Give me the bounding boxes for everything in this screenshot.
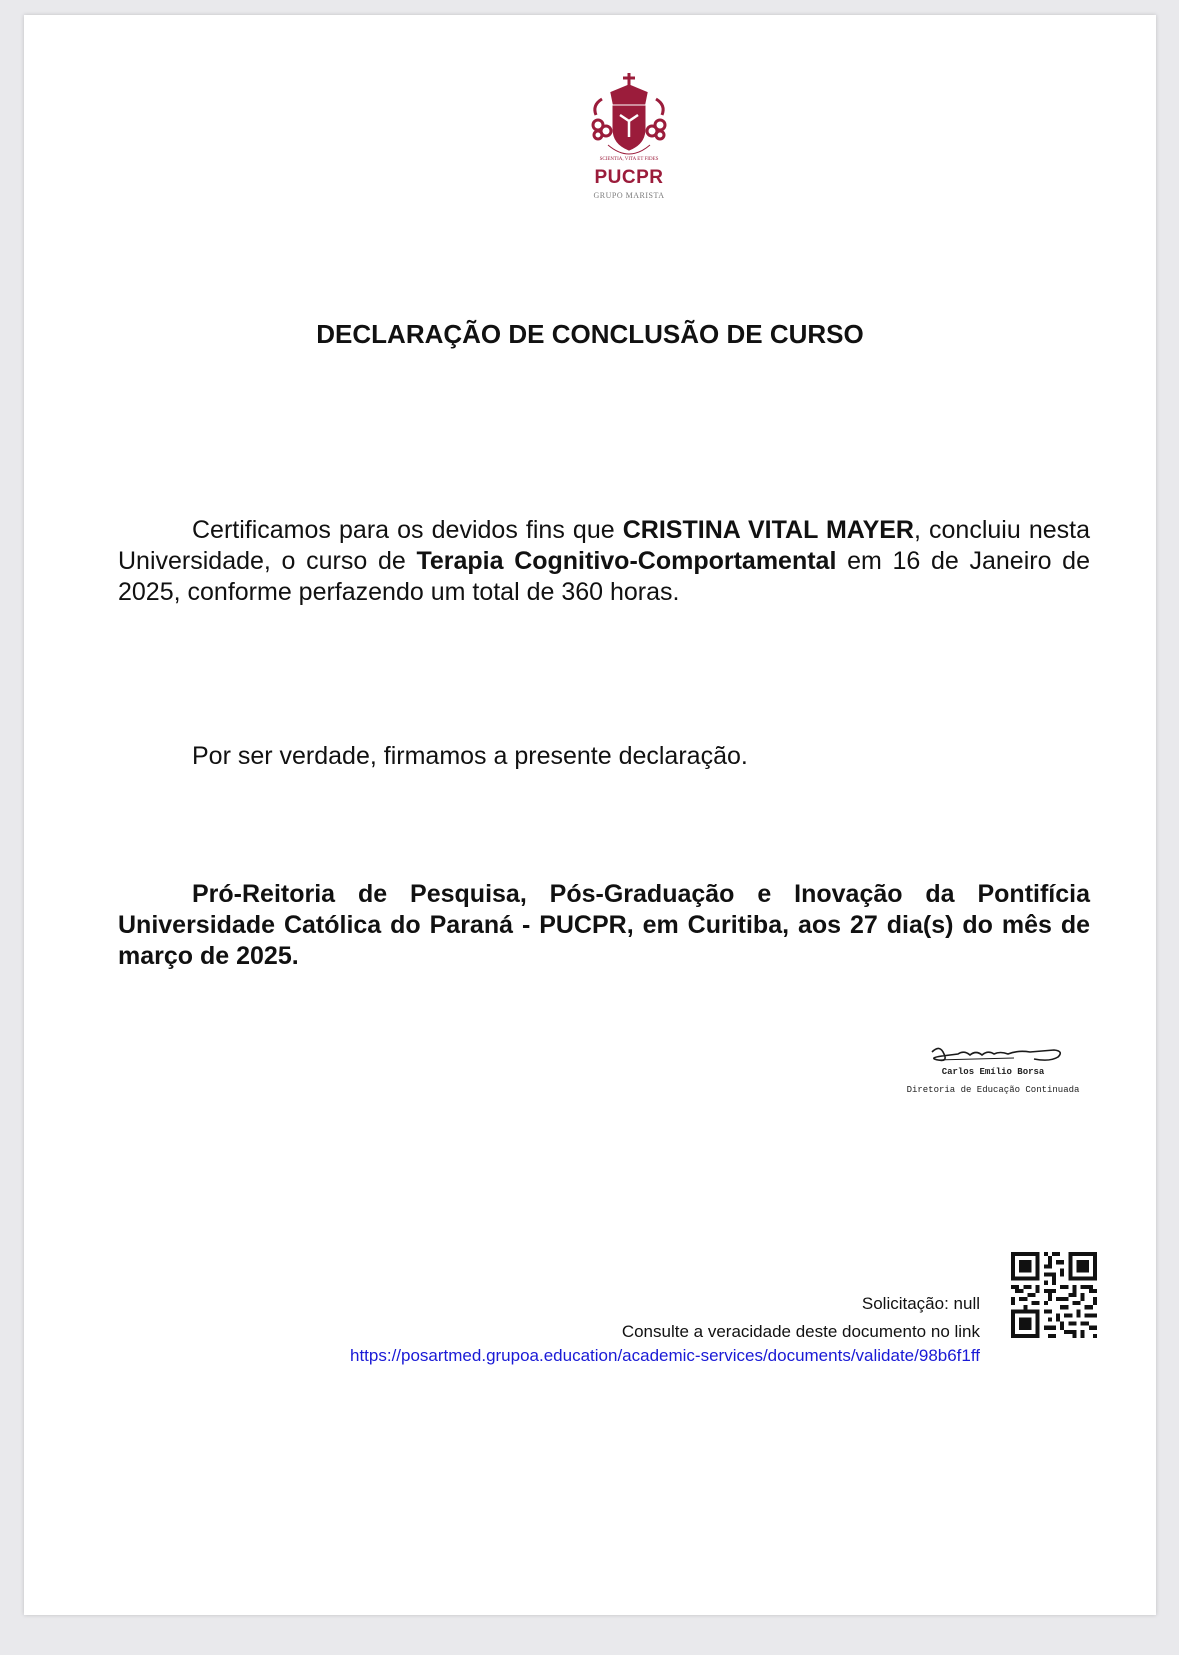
validation-link[interactable]: https://posartmed.grupoa.education/academic-services/documents/validate/98b6f1ff	[350, 1346, 980, 1365]
qr-code-icon[interactable]	[1011, 1252, 1097, 1338]
course-name: Terapia Cognitivo-Comportamental	[416, 547, 837, 575]
signature-block	[900, 1042, 1086, 1095]
certification-paragraph: Certificamos para os devidos fins que CRISTINA VITAL MAYER, concluiu nesta Universidade, o curso de Terapia Cognitivo-Comportamental em 16 de Janeiro de 2025, conforme perfazendo um total de 360 horas.	[118, 516, 1091, 606]
signatory-role: Diretoria de Educação Continuada	[906, 1085, 1080, 1095]
signatory-name: Carlos Emílio Borsa	[941, 1067, 1045, 1077]
pucpr-logo	[537, 71, 721, 200]
handwritten-signature	[918, 1042, 1068, 1066]
pucpr-crest-icon	[584, 71, 674, 167]
request-info: Solicitação: null	[861, 1294, 980, 1313]
issuer-paragraph: Pró-Reitoria de Pesquisa, Pós-Graduação e Inovação da Pontifícia Universidade Católica do Paraná - PUCPR, em Curitiba, aos 27 dia(s) do mês de março de 2025.	[118, 880, 1090, 970]
verification-instruction: Consulte a veracidade deste documento no link	[621, 1322, 980, 1341]
verification-block	[350, 1290, 980, 1366]
document-page	[24, 15, 1156, 1615]
logo-name: PUCPR	[594, 167, 664, 188]
student-name: CRISTINA VITAL MAYER	[622, 516, 914, 544]
svg-text:SCIENTIA, VITA ET FIDES: SCIENTIA, VITA ET FIDES	[599, 157, 659, 162]
logo-subtitle: GRUPO MARISTA	[593, 191, 665, 200]
document-title: DECLARAÇÃO DE CONCLUSÃO DE CURSO	[316, 319, 864, 349]
truth-statement: Por ser verdade, firmamos a presente declaração.	[192, 742, 748, 770]
